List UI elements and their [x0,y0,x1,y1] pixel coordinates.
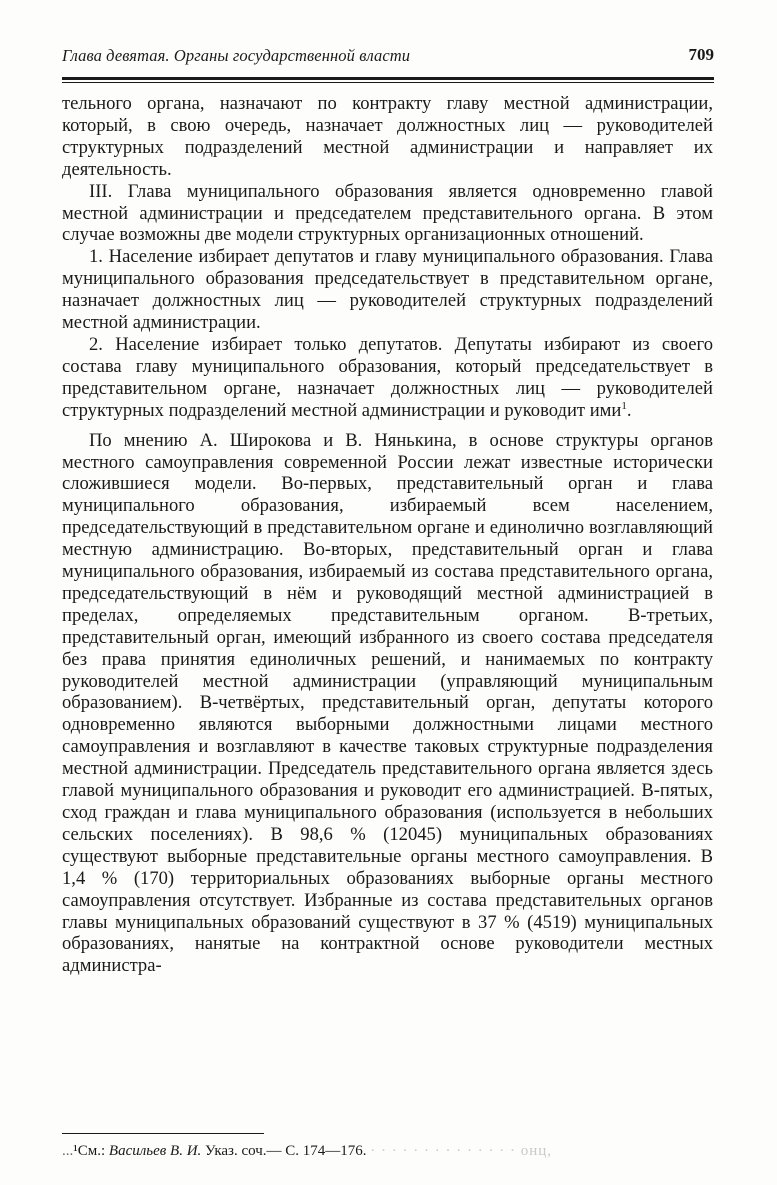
footnote-author: Васильев В. И. [108,1143,202,1159]
paragraph-shirokov-models: По мнению А. Широкова и В. Нянькина, в основе структуры органов местного самоуправления современной России лежат известные исторически сложившиеся модели. Во-первых, представительный орган и глава муниципального образования, избираемый всем населением, председательствующий в представительном органе и единолично возглавляющий местную администрацию. Во-вторых, представительный орган и глава муниципального образования, избираемый из состава представительного органа, председательствующий в нём и руководящий местной администрацией в пределах, определяемых представительным органом. В-третьих, представительный орган, имеющий избранного из своего состава председателя без права принятия единоличных решений, и нанимаемых по контракту руководителей местной администрации (управляющий муниципальным образованием). В-четвёртых, представительный орган, депутаты которого одновременно являются выборными должностными лицами местного самоуправления и возглавляют в качестве таковых структурные подразделения местной администрации. Председатель представительного органа является здесь главой муниципального образования и руководит его администрацией. В-пятых, сход граждан и глава муниципального образования (используется в небольших сельских поселениях). В 98,6 % (12045) муниципальных образованиях существуют выборные представительные органы местного самоуправления. В 1,4 % (170) территориальных образованиях выборные органы местного самоуправления отсутствует. Избранные из состава представительных органов главы муниципальных образований существуют в 37 % (4519) муниципальных образованиях, нанятые на контрактной основе руководители местных администра- [62,429,713,977]
paragraph-variant-two-text: 2. Население избирает только депутатов. Депутаты избирают из своего состава главу муниципального образования, который председательствует в представительном органе, назначает должностных лиц — руководителей структурных подразделений местной администрации и руководит ими [62,333,713,421]
header-rule-thick [62,77,714,80]
footnote-separator [62,1133,264,1134]
footnote-reference: 1 [621,399,627,412]
footnote-citation: Указ. соч.— С. 174—176. [201,1143,367,1159]
chapter-title: Глава девятая. Органы государственной власти [62,46,411,65]
main-text [62,93,713,977]
footnote-label: ¹См.: [73,1143,109,1159]
running-header [62,42,714,72]
footnote-faded-text: · · · · · · · · · · · · · · онц, [370,1143,553,1159]
header-rule-thin [62,82,714,83]
footnote [62,1142,712,1161]
paragraph-variant-one: 1. Население избирает депутатов и главу муниципального образования. Глава муниципального образования председательствует в представительном органе, назначает должностных лиц — руководителей структурных подразделений местной администрации. [62,246,713,334]
paragraph-model-three: III. Глава муниципального образования является одновременно главой местной администрации и председателем представительного органа. В этом случае возможны две модели структурных организационных отношений. [62,180,713,246]
footnote-scan-mark: ... [62,1143,74,1159]
paragraph-continuation: тельного органа, назначают по контракту главу местной администрации, который, в свою очередь, назначает должностных лиц — руководителей структурных подразделений местной администрации и направляет их деятельность. [62,93,713,180]
page-number: 709 [688,45,714,64]
paragraph-variant-two: 2. Население избирает только депутатов. Депутаты избирают из своего состава главу муниципального образования, который председательствует в представительном органе, назначает должностных лиц — руководителей структурных подразделений местной администрации и руководит ими$^1$. [62,333,713,421]
